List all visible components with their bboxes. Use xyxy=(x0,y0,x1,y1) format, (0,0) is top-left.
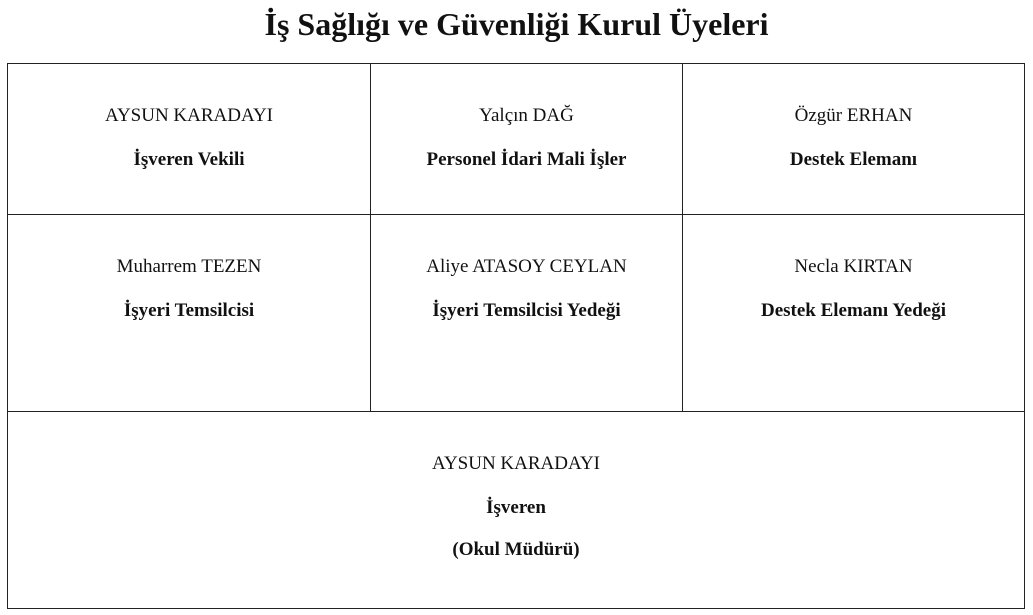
member-role: İşveren Vekili xyxy=(133,149,245,170)
member-name: Özgür ERHAN xyxy=(794,105,913,126)
member-name: Aliye ATASOY CEYLAN xyxy=(426,256,627,277)
member-cell xyxy=(8,64,370,214)
member-name: Muharrem TEZEN xyxy=(116,256,262,277)
member-name: Yalçın DAĞ xyxy=(479,105,574,126)
employer-role: İşveren xyxy=(486,497,546,518)
members-table xyxy=(7,63,1025,609)
member-name: AYSUN KARADAYI xyxy=(104,105,274,126)
member-name: Necla KIRTAN xyxy=(794,256,913,277)
member-role: İşyeri Temsilcisi xyxy=(123,300,255,321)
member-role: Destek Elemanı Yedeği xyxy=(760,300,947,321)
member-cell xyxy=(683,215,1024,411)
member-cell xyxy=(683,64,1024,214)
employer-cell xyxy=(8,412,1024,608)
member-role: Personel İdari Mali İşler xyxy=(426,149,627,170)
member-role: İşyeri Temsilcisi Yedeği xyxy=(432,300,621,321)
member-cell xyxy=(8,215,370,411)
member-cell xyxy=(371,215,682,411)
employer-name: AYSUN KARADAYI xyxy=(431,453,601,474)
member-role: Destek Elemanı xyxy=(789,149,918,170)
page-title: İş Sağlığı ve Güvenliği Kurul Üyeleri xyxy=(264,6,769,42)
member-cell xyxy=(371,64,682,214)
employer-note: (Okul Müdürü) xyxy=(452,539,580,560)
